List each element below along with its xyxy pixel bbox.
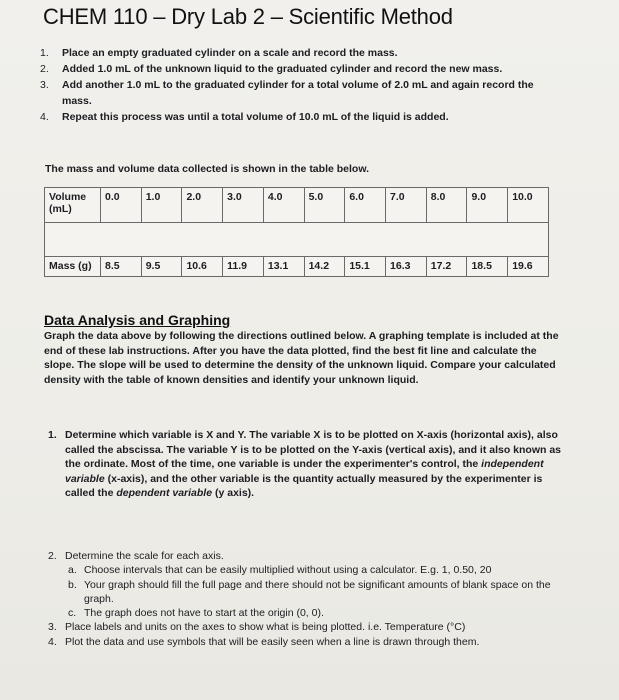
mass-row bbox=[45, 257, 549, 277]
item-number: 2. bbox=[48, 550, 57, 562]
mass-cell: 18.5 bbox=[467, 257, 508, 277]
mass-header-cell: Mass (g) bbox=[45, 257, 101, 277]
mass-cell: 19.6 bbox=[508, 257, 549, 277]
volume-cell: 6.0 bbox=[345, 188, 386, 223]
sub-item-b bbox=[48, 578, 568, 607]
step-text: Added 1.0 mL of the unknown liquid to the graduated cylinder and record the new mass. bbox=[62, 63, 503, 75]
sub-item-text: The graph does not have to start at the origin (0, 0). bbox=[84, 607, 324, 620]
dependent-variable-term: dependent variable bbox=[116, 487, 213, 500]
volume-cell: 4.0 bbox=[263, 188, 304, 223]
spacer-cell bbox=[386, 223, 427, 257]
item-number: 4. bbox=[48, 635, 57, 648]
sub-item-a bbox=[48, 563, 568, 577]
item1-text-part2: (x-axis), and the other variable is the quantity actually measured by the experimenter is called the bbox=[65, 472, 543, 500]
item-text: Plot the data and use symbols that will be easily seen when a line is drawn through them. bbox=[65, 635, 480, 648]
mass-cell: 14.2 bbox=[304, 257, 345, 277]
volume-cell: 5.0 bbox=[304, 188, 345, 223]
sub-item-text: Choose intervals that can be easily multiplied without using a calculator. E.g. 1, 0.50, 20 bbox=[84, 564, 492, 577]
spacer-cell bbox=[467, 223, 508, 257]
mass-cell: 8.5 bbox=[101, 257, 142, 277]
instruction-items-2-4 bbox=[48, 549, 568, 649]
sub-item-c bbox=[48, 606, 568, 620]
mass-cell: 10.6 bbox=[182, 257, 223, 277]
spacer-cell bbox=[141, 223, 182, 257]
volume-cell: 8.0 bbox=[426, 188, 467, 223]
procedure-steps bbox=[40, 45, 560, 125]
sub-item-text: Your graph should fill the full page and there should not be significant amounts of blank space on the graph. bbox=[84, 578, 551, 605]
mass-cell: 16.3 bbox=[386, 257, 427, 277]
step-text: Repeat this process was until a total volume of 10.0 mL of the liquid is added. bbox=[62, 111, 449, 123]
mass-cell: 13.1 bbox=[263, 257, 304, 277]
spacer-cell bbox=[508, 223, 549, 257]
item-text: Place labels and units on the axes to show what is being plotted. i.e. Temperature (°C) bbox=[65, 621, 466, 634]
volume-cell: 1.0 bbox=[141, 188, 182, 223]
step-item bbox=[40, 77, 560, 109]
step-number: 4. bbox=[40, 111, 49, 123]
instruction-item-3 bbox=[48, 620, 568, 634]
mass-volume-table bbox=[44, 187, 549, 277]
spacer-cell bbox=[101, 223, 142, 257]
analysis-paragraph: Graph the data above by following the directions outlined below. A graphing template is included at the end of these lab instructions. After you have the data plotted, find the best fit line and calculate the slope. The slope will be used to determine the density of the unknown liquid. Compare your calculated density with the table of known densities and identify your unknown liquid. bbox=[44, 330, 559, 386]
volume-row bbox=[45, 188, 549, 223]
instruction-item-1 bbox=[48, 428, 563, 501]
mass-cell: 9.5 bbox=[141, 257, 182, 277]
mass-cell: 11.9 bbox=[223, 257, 264, 277]
spacer-cell bbox=[223, 223, 264, 257]
volume-cell: 2.0 bbox=[182, 188, 223, 223]
step-item bbox=[40, 61, 560, 77]
mass-cell: 15.1 bbox=[345, 257, 386, 277]
spacer-cell bbox=[345, 223, 386, 257]
volume-cell: 0.0 bbox=[101, 188, 142, 223]
volume-cell: 10.0 bbox=[508, 188, 549, 223]
volume-header-cell: Volume (mL) bbox=[45, 188, 101, 223]
step-text: Place an empty graduated cylinder on a scale and record the mass. bbox=[62, 47, 398, 59]
independent-variable-term: independent variable bbox=[65, 458, 544, 485]
item1-text-part3: (y axis). bbox=[212, 487, 255, 500]
spacer-cell bbox=[263, 223, 304, 257]
step-text: Add another 1.0 mL to the graduated cylinder for a total volume of 2.0 mL and again record the mass. bbox=[62, 79, 534, 107]
step-number: 3. bbox=[40, 79, 49, 91]
sub-item-letter: c. bbox=[68, 607, 77, 620]
volume-cell: 3.0 bbox=[223, 188, 264, 223]
item1-text-part1: Determine which variable is X and Y. The variable X is to be plotted on X-axis (horizontal axis), also called the abscissa. The variable Y is to be plotted on the Y-axis (vertical axis), and it also known as the ordinate. Most of the time, one variable is under the experimenter's control, the bbox=[65, 429, 562, 471]
item-number: 1. bbox=[48, 429, 57, 441]
section-heading: Data Analysis and Graphing bbox=[44, 312, 231, 328]
item-number: 3. bbox=[48, 621, 57, 634]
spacer-row bbox=[45, 223, 549, 257]
spacer-cell bbox=[426, 223, 467, 257]
volume-cell: 9.0 bbox=[467, 188, 508, 223]
spacer-cell bbox=[182, 223, 223, 257]
mass-cell: 17.2 bbox=[426, 257, 467, 277]
item-text: Determine the scale for each axis. bbox=[65, 550, 224, 562]
step-item bbox=[40, 109, 560, 125]
step-item bbox=[40, 45, 560, 61]
step-number: 1. bbox=[40, 47, 49, 59]
sub-item-letter: b. bbox=[68, 578, 77, 591]
volume-cell: 7.0 bbox=[386, 188, 427, 223]
table-intro: The mass and volume data collected is shown in the table below. bbox=[45, 163, 370, 175]
spacer-cell bbox=[45, 223, 101, 257]
instruction-item-4 bbox=[48, 635, 568, 649]
spacer-cell bbox=[304, 223, 345, 257]
page-title: CHEM 110 – Dry Lab 2 – Scientific Method bbox=[43, 4, 453, 29]
instruction-item-2 bbox=[48, 549, 568, 563]
sub-item-letter: a. bbox=[68, 564, 77, 577]
step-number: 2. bbox=[40, 63, 49, 75]
